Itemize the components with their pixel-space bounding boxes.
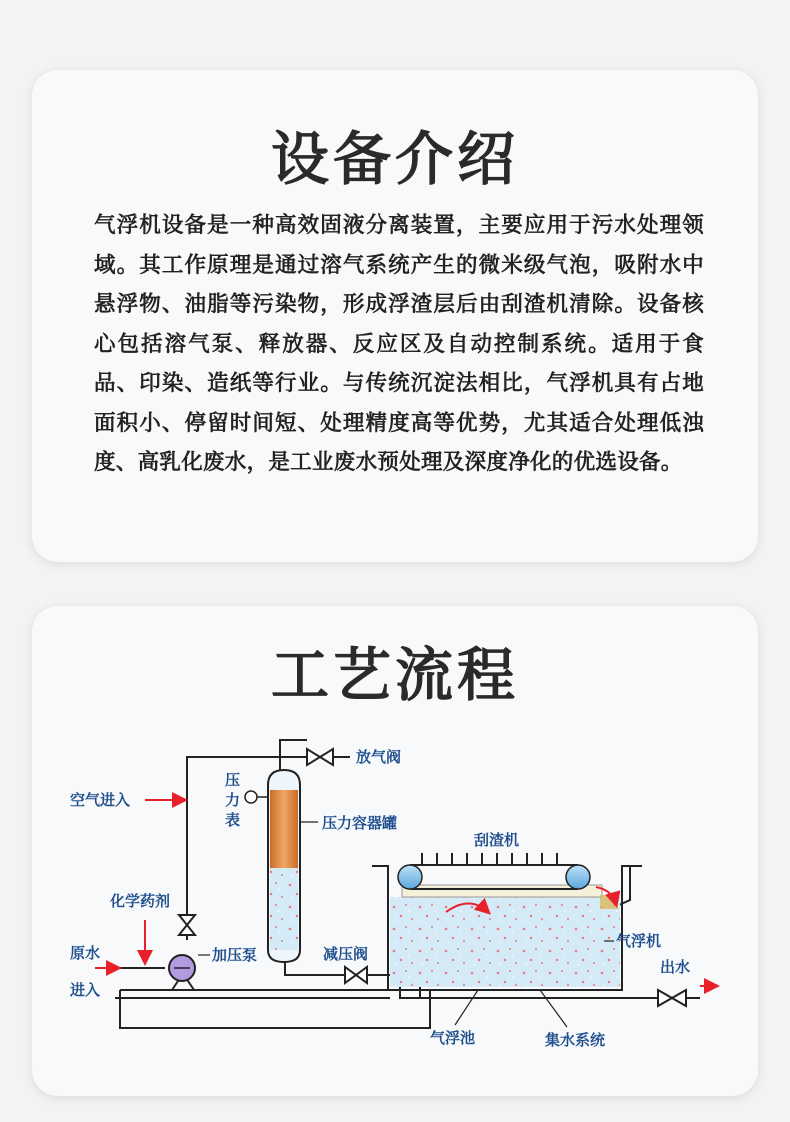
intro-body: 气浮机设备是一种高效固液分离装置，主要应用于污水处理领域。其工作原理是通过溶气系统产生的微米级气泡，吸附水中悬浮物、油脂等污染物，形成浮渣层后由刮渣机清除。设备核心包括溶气泵、释放器、反应区及自动控制系统。适用于食品、印染、造纸等行业。与传统沉淀法相比，气浮机具有占地面积小、停留时间短、处理精度高等优势，尤其适合处理低浊度、高乳化废水，是工业废水预处理及深度净化的优选设备。 (94, 213, 704, 475)
check-valve-icon (179, 915, 195, 935)
chemical-agent-label: 化学药剂 (110, 892, 171, 910)
pressure-gauge-label-2: 力 (225, 791, 241, 809)
flotation-water (390, 897, 620, 987)
water-collection-label: 集水系统 (545, 1031, 606, 1049)
vent-valve-icon (307, 749, 333, 765)
reducing-valve-icon (345, 967, 367, 983)
flotation-machine-label: 气浮机 (616, 932, 662, 950)
booster-pump-label: 加压泵 (212, 946, 258, 964)
booster-pump-icon (169, 955, 195, 990)
reducing-valve-label: 减压阀 (323, 945, 369, 963)
skimmer-label: 刮渣机 (474, 831, 520, 849)
outlet-valve-icon (658, 990, 686, 1006)
air-inlet-label: 空气进入 (70, 791, 131, 809)
pressure-tank-label: 压力容器罐 (322, 814, 398, 832)
inlet-label: 进入 (70, 981, 101, 999)
flotation-tank-label: 气浮池 (430, 1029, 476, 1047)
vent-valve-label: 放气阀 (356, 748, 402, 766)
pressure-gauge-icon (245, 791, 257, 803)
raw-water-label: 原水 (70, 944, 101, 962)
process-title: 工艺流程 (270, 641, 519, 709)
pressure-gauge-label-1: 压 (225, 771, 241, 789)
pressure-tank-icon (245, 770, 300, 962)
pressure-gauge-label-3: 表 (225, 811, 241, 829)
intro-title: 设备介绍 (270, 125, 519, 193)
outlet-water-label: 出水 (660, 958, 691, 976)
